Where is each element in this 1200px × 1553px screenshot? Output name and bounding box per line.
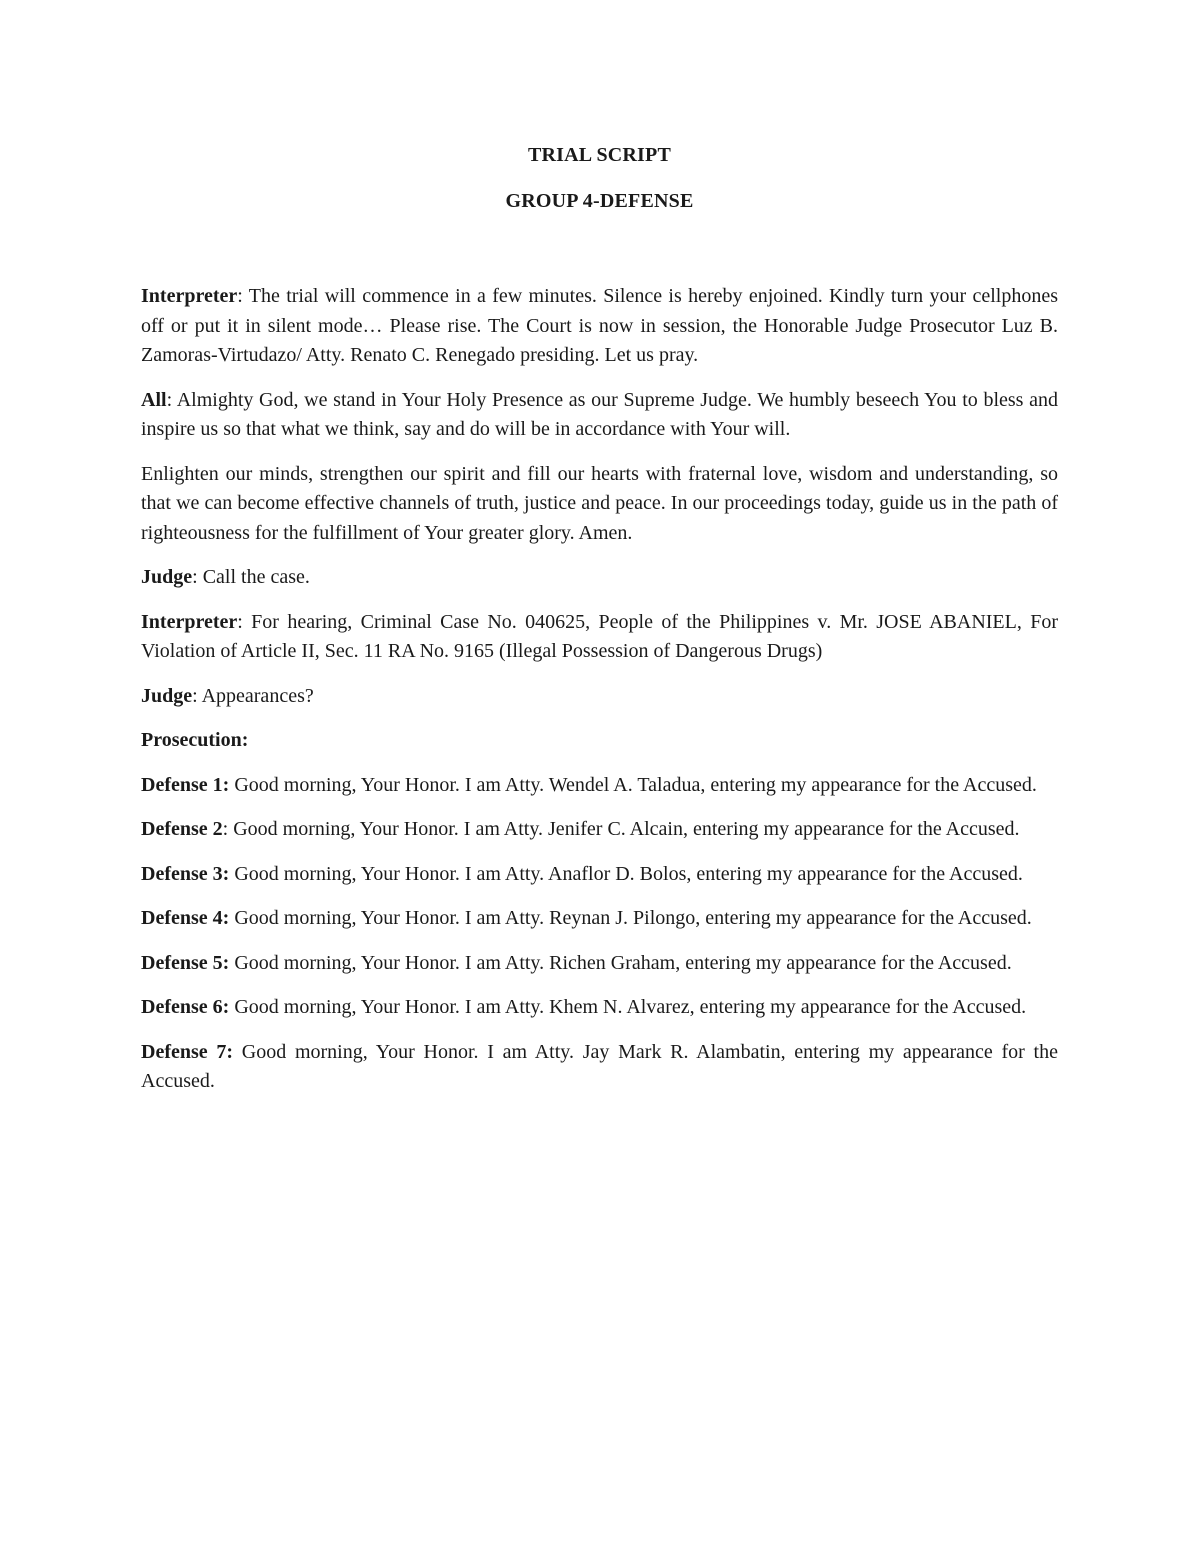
speaker-separator: : xyxy=(222,818,234,840)
speaker-separator: : xyxy=(166,388,177,411)
paragraph-interpreter-case xyxy=(141,608,1058,667)
speaker-label: Defense 6: xyxy=(141,996,230,1018)
paragraph-text: The trial will commence in a few minutes. Silence is hereby enjoined. Kindly turn your cellphones off or put it in silent mode… Please rise. The Court is now in session, the Honorable Judge Prosecutor Luz B. Zamoras-Virtudazo/ Atty. Renato C. Renegado presiding. Let us pray. xyxy=(141,285,1058,366)
document-title: TRIAL SCRIPT xyxy=(528,144,671,166)
paragraph-text: Good morning, Your Honor. I am Atty. Jenifer C. Alcain, entering my appearance for the Accused. xyxy=(233,818,1020,840)
speaker-label: Defense 4: xyxy=(141,907,230,929)
paragraph-defense-7 xyxy=(141,1038,1058,1097)
speaker-label: Judge xyxy=(141,684,193,707)
paragraph-defense-1 xyxy=(141,771,1058,801)
paragraph-defense-5 xyxy=(141,949,1058,979)
paragraph-defense-6 xyxy=(141,993,1058,1023)
document-page xyxy=(141,140,1058,1112)
paragraph-text: Good morning, Your Honor. I am Atty. Anaflor D. Bolos, entering my appearance for the Accused. xyxy=(234,862,1023,885)
paragraph-text: Good morning, Your Honor. I am Atty. Khem N. Alvarez, entering my appearance for the Accused. xyxy=(234,996,1027,1018)
paragraph-text: Good morning, Your Honor. I am Atty. Jay Mark R. Alambatin, entering my appearance for the Accused. xyxy=(141,1040,1058,1092)
speaker-separator: : xyxy=(237,285,249,307)
paragraph-text: Good morning, Your Honor. I am Atty. Richen Graham, entering my appearance for the Accused. xyxy=(234,951,1012,974)
speaker-label: Interpreter xyxy=(141,610,238,633)
paragraph-prosecution xyxy=(141,726,1058,756)
speaker-label: All xyxy=(141,388,167,411)
speaker-label: Defense 5: xyxy=(141,951,230,974)
paragraph-text: For hearing, Criminal Case No. 040625, People of the Philippines v. Mr. JOSE ABANIEL, For Violation of Article II, Sec. 11 RA No. 9165 (Illegal Possession of Dangerous Drugs) xyxy=(141,610,1058,662)
speaker-label: Prosecution: xyxy=(141,729,249,751)
speaker-label: Defense 7: xyxy=(141,1040,234,1063)
speaker-separator: : xyxy=(237,610,252,633)
paragraph-judge-appearances xyxy=(141,682,1058,712)
paragraph-interpreter-opening xyxy=(141,282,1058,371)
speaker-separator: : xyxy=(192,566,203,588)
paragraph-defense-2 xyxy=(141,815,1058,845)
paragraph-defense-3 xyxy=(141,860,1058,890)
speaker-label: Defense 2 xyxy=(141,818,223,840)
speaker-label: Defense 1: xyxy=(141,773,230,796)
speaker-label: Interpreter xyxy=(141,285,238,307)
paragraph-all-prayer xyxy=(141,386,1058,445)
paragraph-defense-4 xyxy=(141,904,1058,934)
document-subtitle: GROUP 4-DEFENSE xyxy=(505,190,694,212)
speaker-separator: : xyxy=(192,684,202,707)
paragraph-text: Almighty God, we stand in Your Holy Presence as our Supreme Judge. We humbly beseech You to bless and inspire us so that what we think, say and do will be in accordance with Your will. xyxy=(141,388,1059,440)
paragraph-text: Good morning, Your Honor. I am Atty. Wendel A. Taladua, entering my appearance for the Accused. xyxy=(234,773,1037,796)
paragraph-prayer-continued xyxy=(141,460,1058,549)
paragraph-text: Appearances? xyxy=(201,684,314,707)
paragraph-text: Enlighten our minds, strengthen our spirit and fill our hearts with fraternal love, wisdom and understanding, so that we can become effective channels of truth, justice and peace. In our proceedings today, guide us in the path of righteousness for the fulfillment of Your greater glory. Amen. xyxy=(141,462,1058,544)
paragraph-text: Call the case. xyxy=(202,566,310,588)
paragraph-text: Good morning, Your Honor. I am Atty. Reynan J. Pilongo, entering my appearance for the Accused. xyxy=(234,907,1032,929)
speaker-label: Defense 3: xyxy=(141,862,230,885)
speaker-label: Judge xyxy=(141,566,193,588)
paragraph-judge-call xyxy=(141,563,1058,593)
speaker-separator xyxy=(233,1041,242,1063)
